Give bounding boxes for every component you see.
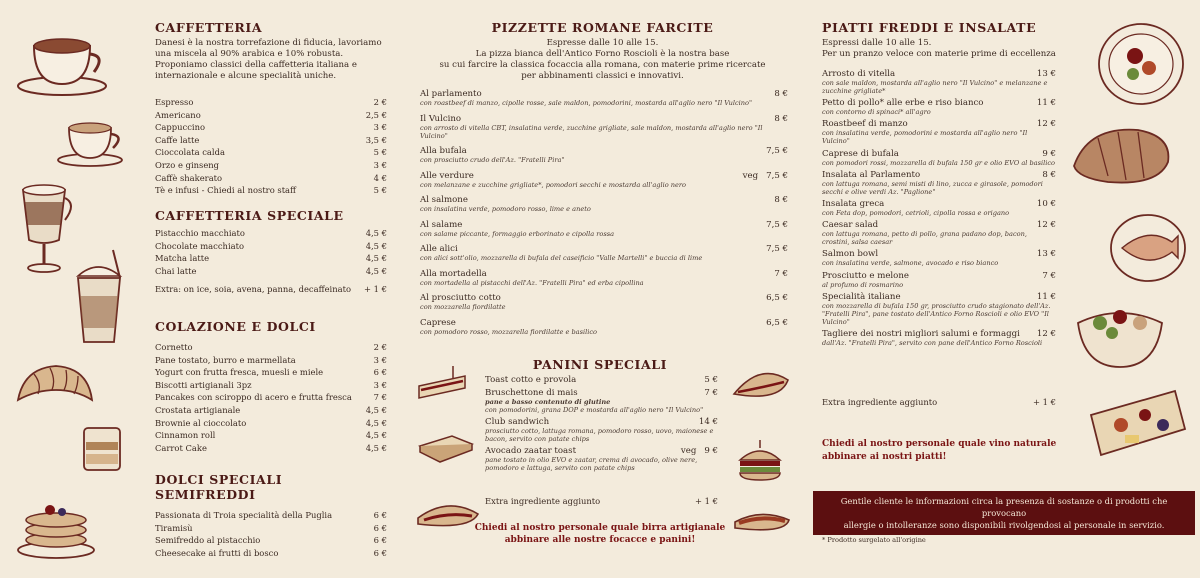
colazione-title: COLAZIONE E DOLCI	[155, 319, 316, 334]
colazione-item	[155, 391, 387, 404]
piatto-item-desc: con contorno di spinaci* all'agro	[822, 108, 931, 117]
caffetteria-item	[155, 109, 387, 122]
vino-note-2: abbinare ai nostri piatti!	[822, 451, 947, 462]
colazione-item-price: 2 €	[373, 342, 387, 352]
pizzetta-item-name: Alle verdure	[420, 170, 474, 181]
pizzette-intro-3: su cui farcire la classica focaccia alla romana, con materie prime ricercate	[439, 60, 766, 70]
semifreddi-item-name: Semifreddo al pistacchio	[155, 535, 261, 546]
speciale-item	[155, 240, 387, 253]
colazione-item-price: 6 €	[373, 367, 387, 378]
piatto-item-name: Insalata al Parlamento	[822, 169, 921, 180]
pizzetta-item-right	[766, 293, 788, 303]
piatti-header	[822, 20, 1058, 60]
pizzetta-item-header	[420, 146, 788, 156]
caffetteria-item-price: 3,5 €	[365, 134, 387, 145]
pizzetta-item-price: 7 €	[774, 268, 788, 279]
speciale-title: CAFFETTERIA SPECIALE	[155, 208, 344, 223]
semifreddi-item	[155, 522, 387, 535]
colazione-item	[155, 379, 387, 392]
caffetteria-item	[155, 96, 387, 109]
allergy-notice-2: allergie o intolleranze sono disponibili rivolgendosi al personale in servizio.	[843, 520, 1165, 530]
speciale-item	[155, 252, 387, 265]
panino-item-desc: prosciutto cotto, lattuga romana, pomodoro rosso, uovo, maionese e bacon, servito con patate chips	[485, 427, 714, 443]
piatto-item-name: Arrosto di vitella	[822, 69, 896, 79]
piatto-item-right	[1042, 170, 1056, 180]
piatto-item-name: Insalata greca	[822, 198, 885, 209]
panino-item-price: 14 €	[698, 417, 718, 427]
pizzette-list	[420, 89, 788, 342]
colazione-item-price: 4,5 €	[365, 417, 387, 428]
panini-title: PANINI SPECIALI	[532, 357, 668, 372]
caffetteria-item-name: Espresso	[155, 97, 194, 107]
hotdog-icon	[731, 506, 793, 538]
speciale-item-name: Chai latte	[155, 265, 197, 276]
caffetteria-intro	[155, 38, 387, 82]
panino-item-price: 9 €	[704, 446, 718, 456]
piatto-item-name: Salmon bowl	[822, 249, 879, 260]
piatto-item-desc: con lattuga romana, petto di pollo, grana padano dop, bacon, crostini, salsa caesar	[822, 230, 1027, 247]
piatto-item-desc: con sale maldon, mostarda all'aglio nero "Il Vulcino" e melanzane e zucchine grigliate*	[822, 79, 1048, 95]
pizzetta-item-right	[774, 114, 788, 124]
pizzetta-item	[420, 89, 788, 107]
semifreddi-item-name: Tiramisù	[155, 522, 193, 533]
pizzetta-item-header	[420, 269, 788, 279]
pizzetta-item-right	[766, 146, 788, 156]
colazione-item-name: Brownie al cioccolato	[155, 417, 247, 428]
speciale-item-price: 4,5 €	[365, 240, 387, 251]
piatto-item-right	[1042, 271, 1056, 281]
colazione-item	[155, 429, 387, 442]
piatto-item	[822, 220, 1056, 246]
colazione-item	[155, 341, 387, 354]
pizzetta-item-tag: veg	[742, 170, 759, 181]
piatto-item-desc: con lattuga romana, semi misti di lino, zucca e girasole, pomodori secchi e olive verdi Az. "Paglione"	[822, 179, 1043, 196]
pizzetta-item-header	[420, 195, 788, 205]
colazione-item-name: Cornetto	[155, 342, 193, 352]
panino-item-header	[485, 375, 718, 385]
piatto-item	[822, 119, 1056, 145]
pizzetta-item-desc: con roastbeef di manzo, cipolle rosse, sale maldon, pomodorini, mostarda all'aglio nero "Il Vulcino"	[420, 99, 753, 107]
piatto-item-header	[822, 170, 1056, 180]
semifreddi-item	[155, 534, 387, 547]
pizzetta-item-header	[420, 220, 788, 230]
piatto-item-desc: con pomodori rossi, mozzarella di bufala 150 gr e olio EVO al basilico	[822, 158, 1055, 167]
salad-bowl-icon	[1070, 293, 1170, 373]
caffetteria-item-price: 3 €	[373, 159, 387, 170]
pizzetta-item-desc: con prosciutto crudo dell'Az. "Fratelli Pira"	[420, 156, 565, 164]
caffetteria-item-name: Cappuccino	[155, 122, 206, 133]
piatto-item	[822, 98, 1056, 116]
pizzetta-item-price: 6,5 €	[766, 293, 788, 303]
pizzetta-item	[420, 114, 788, 140]
piatto-item-name: Specialità italiane	[822, 291, 901, 302]
burger-icon	[736, 440, 784, 484]
colazione-section	[155, 319, 387, 454]
caffetteria-item-name: Caffe latte	[155, 134, 200, 145]
colazione-item	[155, 404, 387, 417]
panino-item-right	[704, 375, 718, 385]
semifreddi-list	[155, 509, 387, 559]
panino-item-desc: pane tostato in olio EVO e zaatar, crema di avocado, olive nere, pomodoro e lattuga, servito con patate chips	[485, 456, 698, 472]
speciale-item	[155, 227, 387, 240]
colazione-item-price: 3 €	[373, 354, 387, 365]
pizzetta-item	[420, 171, 788, 189]
pizzetta-item-price: 8 €	[774, 89, 788, 99]
pizzette-title: PIZZETTE ROMANE FARCITE	[491, 20, 714, 35]
panino-item-header	[485, 388, 718, 398]
cappuccino-cup-icon	[55, 118, 130, 168]
pizzetta-item	[420, 146, 788, 164]
semifreddi-item-price: 6 €	[373, 535, 387, 546]
piatto-item-header	[822, 119, 1056, 129]
jar-dessert-icon	[78, 422, 126, 474]
piatto-item-price: 13 €	[1036, 249, 1056, 260]
pizzetta-item-desc: con pomodoro rosso, mozzarella fiordilatte e basilico	[420, 327, 597, 336]
colazione-item-name: Yogurt con frutta fresca, muesli e miele	[155, 367, 324, 378]
pizzetta-item-name: Alle alici	[420, 244, 458, 254]
pizzetta-item	[420, 269, 788, 287]
semifreddi-item-price: 6 €	[373, 510, 387, 520]
piatti-list	[822, 69, 1056, 350]
piatto-item-desc: con insalatina verde, salmone, avocado e riso bianco	[822, 259, 999, 268]
pizzetta-item-name: Al prosciutto cotto	[420, 293, 501, 303]
piatto-item-name: Caesar salad	[822, 220, 879, 231]
pizzetta-item-name: Il Vulcino	[420, 113, 462, 124]
semifreddi-item	[155, 509, 387, 522]
pizzetta-item-header	[420, 244, 788, 254]
caffetteria-item-price: 5 €	[373, 185, 387, 196]
caffetteria-item	[155, 184, 387, 197]
charcuterie-board-icon	[1085, 385, 1191, 465]
caffetteria-item	[155, 134, 387, 147]
panino-item-name: Toast cotto e provola	[485, 375, 577, 385]
colazione-item-name: Cinnamon roll	[155, 430, 216, 441]
piatto-item	[822, 329, 1056, 347]
pizzetta-item-right	[774, 195, 788, 205]
pizzetta-item-price: 7,5 €	[766, 219, 788, 230]
caffetteria-section	[155, 20, 387, 197]
colazione-item	[155, 417, 387, 430]
caffetteria-list	[155, 96, 387, 197]
pizzetta-item-right	[774, 89, 788, 99]
pizzetta-item-header	[420, 114, 788, 124]
caffetteria-item	[155, 146, 387, 159]
fish-plate-icon	[1108, 212, 1188, 284]
piatto-item-price: 12 €	[1036, 328, 1056, 339]
speciale-section	[155, 208, 387, 296]
caffetteria-item-price: 4 €	[373, 172, 387, 183]
colazione-list	[155, 341, 387, 454]
roast-meat-icon	[1068, 116, 1178, 196]
caffetteria-item-name: Tè e infusi - Chiedi al nostro staff	[155, 185, 297, 196]
panino-item-name: Club sandwich	[485, 417, 550, 427]
piatto-item-right	[1037, 69, 1056, 79]
speciale-item-price: 4,5 €	[365, 265, 387, 276]
caffetteria-item-name: Caffè shakerato	[155, 172, 223, 183]
colazione-item	[155, 366, 387, 379]
speciale-item-name: Chocolate macchiato	[155, 240, 245, 251]
piatti-intro-1: Espressi dalle 10 alle 15.	[822, 38, 932, 48]
colazione-item-price: 4,5 €	[365, 430, 387, 441]
sandwich-skewer-icon	[415, 364, 470, 400]
panini-list	[485, 375, 718, 475]
piatto-item-right	[1037, 220, 1056, 230]
panino-item-name: Avocado zaatar toast	[485, 446, 577, 456]
pizzetta-item-price: 8 €	[774, 113, 788, 124]
semifreddi-item-price: 6 €	[373, 547, 387, 558]
piatto-item	[822, 292, 1056, 326]
pizzetta-item-name: Alla mortadella	[420, 268, 487, 279]
semifreddi-section	[155, 472, 387, 559]
pizzetta-item-right	[743, 171, 788, 181]
piatto-item-price: 11 €	[1036, 98, 1056, 109]
piatto-item-name: Prosciutto e melone	[822, 270, 909, 281]
pizzetta-item-name: Caprese	[420, 317, 456, 328]
speciale-item	[155, 265, 387, 278]
piatto-item-header	[822, 329, 1056, 339]
caffetteria-item	[155, 159, 387, 172]
colazione-item	[155, 442, 387, 455]
caffetteria-item-price: 3 €	[373, 122, 387, 133]
pizzette-intro-1: Espresse dalle 10 alle 15.	[546, 38, 659, 48]
pizzetta-item	[420, 293, 788, 311]
caffetteria-item-price: 2 €	[373, 97, 387, 107]
pizzette-header	[415, 20, 790, 82]
sub-sandwich-icon	[730, 368, 792, 408]
pizzetta-item	[420, 195, 788, 213]
piatto-item-name: Caprese di bufala	[822, 148, 899, 159]
panini-header	[470, 357, 730, 372]
pizzetta-item-price: 7,5 €	[766, 170, 788, 181]
piatto-item	[822, 199, 1056, 217]
piatto-item-header	[822, 69, 1056, 79]
caffetteria-item	[155, 121, 387, 134]
colazione-item-name: Carrot Cake	[155, 442, 207, 453]
pizzette-intro-4: per abbinamenti classici e innovativi.	[521, 71, 684, 81]
pizzetta-item-price: 7,5 €	[766, 146, 788, 156]
coffee-cup-icon	[12, 26, 112, 96]
piatto-item-header	[822, 249, 1056, 259]
piatto-item	[822, 149, 1056, 167]
piatto-item-right	[1037, 199, 1056, 209]
panino-item-right	[699, 417, 718, 427]
piatti-title: PIATTI FREDDI E INSALATE	[822, 20, 1037, 35]
panini-extra-name: Extra ingrediente aggiunto	[485, 496, 601, 506]
colazione-item-name: Pancakes con sciroppo di acero e frutta fresca	[155, 392, 352, 403]
pizzetta-item-name: Al parlamento	[420, 89, 482, 99]
semifreddi-item-name: Cheesecake ai frutti di bosco	[155, 547, 279, 558]
piatto-item-price: 9 €	[1042, 148, 1056, 159]
piatto-item-desc: al profumo di rosmarino	[822, 280, 904, 289]
piatto-item-price: 8 €	[1042, 169, 1056, 180]
pizzetta-item-price: 6,5 €	[766, 317, 788, 328]
piatto-item	[822, 170, 1056, 196]
piatto-item-right	[1037, 249, 1056, 259]
caffetteria-intro-2: Proponiamo classici della caffetteria italiana e internazionale e alcune specialità uniche.	[155, 60, 357, 81]
piatto-item-header	[822, 199, 1056, 209]
pizzetta-item	[420, 318, 788, 336]
speciale-item-price: 4,5 €	[365, 228, 387, 238]
piatto-item-name: Tagliere dei nostri migliori salumi e formaggi	[822, 328, 1020, 339]
allergy-notice-1: Gentile cliente le informazioni circa la presenza di sostanze o di prodotti che provocano	[840, 496, 1168, 518]
baguette-icon	[414, 500, 482, 534]
piatti-extra-name: Extra ingrediente aggiunto	[822, 397, 938, 407]
piatto-item-price: 11 €	[1036, 291, 1056, 302]
piatti-intro-2: Per un pranzo veloce con materie prime di eccellenza	[822, 49, 1056, 59]
caffetteria-intro-1: Danesi è la nostra torrefazione di fiducia, lavoriamo una miscela al 90% arabica e 10% robusta.	[155, 38, 382, 59]
caffetteria-item-name: Americano	[155, 109, 201, 120]
piatto-item-right	[1037, 119, 1056, 129]
pancakes-icon	[14, 494, 98, 560]
pizzetta-item-desc: con insalatina verde, pomodoro rosso, lime e aneto	[420, 205, 591, 213]
piatto-item-desc: con insalatina verde, pomodorini e mostarda all'aglio nero "Il Vulcino"	[822, 129, 1028, 146]
pizzetta-item-right	[766, 220, 788, 230]
piatto-item-header	[822, 220, 1056, 230]
semifreddi-item-name: Passionata di Troia specialità della Puglia	[155, 510, 333, 520]
colazione-item-price: 4,5 €	[365, 404, 387, 415]
pizzetta-item-name: Al salame	[420, 219, 463, 230]
pizzetta-item-desc: con alici sott'olio, mozzarella di bufala del caseificio "Valle Martelli" e buccia di lime	[420, 254, 703, 262]
caffetteria-item-name: Orzo e ginseng	[155, 159, 220, 170]
pizzetta-item-name: Alla bufala	[420, 146, 467, 156]
pizzetta-item-desc: con melanzane e zucchine grigliate*, pomodori secchi e mostarda all'aglio nero	[420, 180, 687, 189]
pizzetta-item-desc: con salame piccante, formaggio erborinato e cipolla rossa	[420, 229, 615, 238]
pizzetta-item	[420, 220, 788, 238]
piatto-item-right	[1037, 292, 1056, 302]
panino-item-name: Bruschettone di mais	[485, 388, 578, 398]
speciale-item-price: 4,5 €	[365, 253, 387, 264]
piatto-item-right	[1037, 98, 1056, 108]
colazione-item	[155, 354, 387, 367]
caffetteria-item-name: Cioccolata calda	[155, 147, 225, 158]
piatto-item-desc: dall'Az. "Fratelli Pira", servito con pane dell'Antico Forno Roscioli	[822, 338, 1043, 347]
pizzetta-item-right	[766, 318, 788, 328]
piatto-item-price: 10 €	[1036, 198, 1056, 209]
panino-item-right	[681, 446, 718, 456]
pizzetta-item-header	[420, 318, 788, 328]
piatto-item	[822, 271, 1056, 289]
piatto-item-price: 12 €	[1036, 220, 1056, 231]
panino-item	[485, 388, 718, 414]
piatti-extra	[822, 396, 1056, 409]
semifreddi-item-price: 6 €	[373, 522, 387, 533]
caffetteria-item-price: 2,5 €	[365, 109, 387, 120]
toast-sandwich-icon	[416, 432, 476, 464]
piatto-item-price: 12 €	[1036, 119, 1056, 130]
colazione-item-name: Pane tostato, burro e marmellata	[155, 354, 296, 365]
pizzetta-item-name: Al salmone	[420, 195, 468, 205]
pizzette-intro-2: La pizza bianca dell'Antico Forno Roscioli è la nostra base	[475, 49, 730, 59]
allergy-notice	[813, 491, 1195, 535]
vino-note	[822, 438, 1062, 463]
piatti-extra-price: + 1 €	[1033, 397, 1056, 407]
panino-item	[485, 446, 718, 472]
caffetteria-title: CAFFETTERIA	[155, 20, 263, 35]
footnote: * Prodotto surgelato all'origine	[822, 536, 926, 544]
piatto-item-header	[822, 149, 1056, 159]
piatto-item-desc: con mozzarella di bufala 150 gr, prosciutto crudo stagionato dell'Az. "Fratelli Pira", pane tostato dell'Antico Forno Roscioli e olio EVO "Il Vulcino"	[822, 301, 1051, 326]
pizzetta-item-header	[420, 293, 788, 303]
piatto-item-name: Roastbeef di manzo	[822, 119, 908, 130]
panino-item-price: 7 €	[704, 388, 718, 398]
panino-item-tag: veg	[680, 446, 697, 456]
pizzetta-item-header	[420, 89, 788, 99]
panino-item-header	[485, 446, 718, 456]
croissant-icon	[14, 360, 96, 422]
piatto-item	[822, 249, 1056, 267]
panino-item-note: pane a basso contenuto di glutine	[485, 398, 611, 406]
panino-item	[485, 375, 718, 385]
semifreddi-item	[155, 547, 387, 560]
piatto-item-price: 13 €	[1036, 69, 1056, 79]
panini-extra-price: + 1 €	[695, 496, 718, 506]
pizzetta-item-desc: con mozzarella fiordilatte	[420, 303, 506, 311]
panino-item-price: 5 €	[704, 375, 718, 385]
pizzetta-item-price: 8 €	[774, 195, 788, 205]
piatto-item-right	[1042, 149, 1056, 159]
vino-note-1: Chiedi al nostro personale quale vino naturale	[822, 439, 1057, 449]
panino-item-right	[704, 388, 718, 398]
colazione-item-price: 4,5 €	[365, 442, 387, 453]
pizzetta-item-desc: con mortadella al pistacchi dell'Az. "Fratelli Pira" ed erba cipollina	[420, 278, 644, 287]
pizzetta-item	[420, 244, 788, 262]
panino-item-header	[485, 417, 718, 427]
piatto-item-header	[822, 271, 1056, 281]
speciale-extra	[155, 283, 387, 296]
pizzetta-item-price: 7,5 €	[766, 244, 788, 254]
colazione-item-price: 7 €	[373, 392, 387, 403]
pizzetta-item-header	[420, 171, 788, 181]
caffetteria-item-price: 5 €	[373, 147, 387, 158]
pizzetta-item-right	[766, 244, 788, 254]
colazione-item-name: Biscotti artigianali 3pz	[155, 379, 252, 390]
piatto-item-desc: con Feta dop, pomodori, cetrioli, cipolla rossa e origano	[822, 208, 1010, 217]
speciale-extra-name: Extra: on ice, soia, avena, panna, decaffeinato	[155, 284, 351, 295]
panini-extra	[485, 495, 718, 508]
semifreddi-title: DOLCI SPECIALI SEMIFREDDI	[155, 472, 283, 502]
speciale-item-name: Matcha latte	[155, 253, 210, 264]
colazione-item-price: 3 €	[373, 379, 387, 390]
pizzetta-item-right	[774, 269, 788, 279]
piatto-item-right	[1037, 329, 1056, 339]
birra-note	[470, 522, 730, 546]
birra-note-1: Chiedi al nostro personale quale birra artigianale	[474, 523, 726, 533]
piatto-item-header	[822, 98, 1056, 108]
piatto-item-price: 7 €	[1042, 270, 1056, 281]
speciale-item-name: Pistacchio macchiato	[155, 228, 245, 238]
speciale-list	[155, 227, 387, 277]
speciale-extra-price: + 1 €	[364, 284, 387, 295]
salad-plate-icon	[1095, 20, 1187, 108]
colazione-item-name: Crostata artigianale	[155, 404, 241, 415]
piatto-item-header	[822, 292, 1056, 302]
pizzetta-item-desc: con arrosto di vitella CBT, insalatina verde, zucchine grigliate, sale maldon, mostarda all'aglio nero "Il Vulcino"	[420, 123, 763, 140]
panino-item	[485, 417, 718, 443]
caffetteria-item	[155, 172, 387, 185]
birra-note-2: abbinare alle nostre focacce e panini!	[504, 535, 696, 545]
frappe-glass-icon	[68, 248, 138, 348]
piatto-item	[822, 69, 1056, 95]
piatto-item-name: Petto di pollo* alle erbe e riso bianco	[822, 98, 984, 109]
panino-item-desc: con pomodorini, grana DOP e mostarda all'aglio nero "Il Vulcino"	[485, 406, 704, 414]
